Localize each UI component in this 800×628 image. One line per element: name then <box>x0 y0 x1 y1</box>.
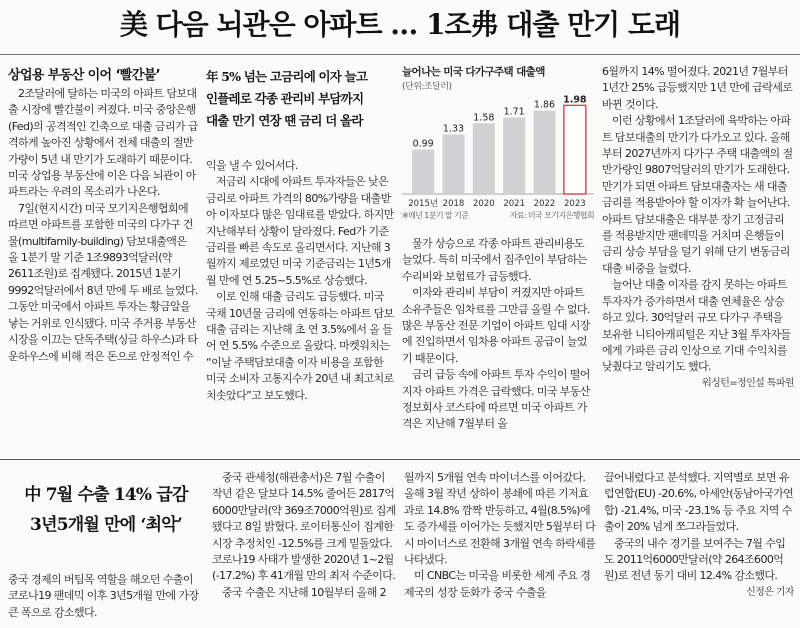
article2-col4-para-1: 끌어내렸다고 분석했다. 지역별로 보면 유럽연합(EU) -20.6%, 아세안(동남아국가연합) -21.4%, 미국 -23.1% 등 주요 지역 수출이 20% 넘게 쪼그라들었다. <box>604 471 794 534</box>
article1-col2-para-1: 익을 낼 수 있어서다. <box>206 159 298 172</box>
article2-col3-para-1: 월까지 5개월 연속 마이너스를 이어갔다. 올해 3월 작년 상하이 봉쇄에 따른 기저효과로 14.8% 깜짝 반등하고, 4월(8.5%)에도 증가세를 이어가는 듯했지만 5월부터 다시 마이너스로 전환해 3개월 연속 하락세를 나타냈다. <box>404 471 596 567</box>
article1-col2-para-2: 저금리 시대에 아파트 투자자들은 낮은 금리로 아파트 가격의 80%가량을 대출받아 이자보다 많은 임대료를 받았다. 하지만 지난해부터 상황이 달라졌다. Fed가 기준금리를 빠른 속도로 올리면서다. 지난해 3월까지 제로였던 미국 기준금리는 1년5개월 만에 연 5.25~5.5%로 상승했다. <box>206 175 394 287</box>
article1-col3-para-2: 이자와 관리비 부담이 커졌지만 아파트 소유주들은 임차료를 그만큼 올릴 수 없다. 많은 부동산 전문 기업이 아파트 임대 시장에 진입하면서 임차용 아파트 공급이 늘었기 때문이다. <box>402 286 590 365</box>
article1-column-1 <box>8 86 198 450</box>
chart-value-label-1: 1.33 <box>442 123 465 135</box>
headline-divider <box>0 54 800 55</box>
article1-column-4 <box>602 64 794 452</box>
article1-byline: 워싱턴=정인설 특파원 <box>702 377 794 389</box>
article1-col3-para-3: 금리 급등 속에 아파트 투자 수익이 떨어지자 아파트 가격은 급락했다. 미국 부동산 정보회사 코스타에 따르면 미국 아파트 가격은 지난해 7월부터 올 <box>402 368 590 431</box>
article2-headline-line-1: 中 7월 수출 14% 급감 <box>24 485 188 505</box>
article-divider <box>0 459 800 460</box>
chart-value-label-3: 1.71 <box>503 106 525 118</box>
article2-column-1 <box>8 572 204 624</box>
article1-pull-quote <box>206 66 394 132</box>
article1-col4-para-1: 6월까지 14% 떨어졌다. 2021년 7월부터 1년간 25% 급등했지만 1년 만에 급락세로 바뀐 것이다. <box>602 65 793 111</box>
chart-value-label-2: 1.58 <box>473 112 495 124</box>
article2-headline <box>8 480 204 540</box>
chart-category-label-4: 2022 <box>533 199 556 209</box>
article2-byline: 신정은 기자 <box>746 586 794 598</box>
chart-bar-2 <box>473 123 495 194</box>
article1-column-3 <box>402 236 594 450</box>
chart-value-label-0: 0.99 <box>412 138 434 150</box>
page-headline: 美 다음 뇌관은 아파트 … 1조弗 대출 만기 도래 <box>119 8 681 41</box>
chart-note: ※매년 1분기 말 기준 <box>402 211 469 220</box>
chart-value-label-5: 1.98 <box>563 94 587 106</box>
article2-col4-para-2: 중국의 내수 경기를 보여주는 7월 수입도 2011억6000만달러(약 264조600억원)로 전년 동기 대비 12.4% 감소했다. <box>604 536 786 583</box>
article2-headline-line-2: 3년5개월 만에 ‘최악’ <box>30 515 182 535</box>
article2-col1-para-1: 중국 경제의 버팀목 역할을 해오던 수출이 코로나19 팬데믹 이후 3년5개월 만에 가장 큰 폭으로 감소했다. <box>8 573 199 619</box>
article1-col1-para-1: 2조달러에 달하는 미국의 아파트 담보대출 시장에 빨간불이 켜졌다. 미국 중앙은행(Fed)의 공격적인 긴축으로 대출 금리가 급격하게 높아진 상황에서 전체 대출의 절반가량이 5년 내 만기가 도래하기 때문이다. 미국 상업용 부동산에 이은 다음 뇌관이 아파트라는 우려의 목소리가 나온다. <box>8 87 198 199</box>
loan-chart <box>402 64 594 224</box>
article1-column-2 <box>206 158 394 452</box>
chart-bar-4 <box>534 111 556 194</box>
chart-bar-5 <box>564 105 586 194</box>
pull-quote-line-2: 인플레로 각종 관리비 부담까지 <box>206 91 364 106</box>
chart-plot <box>402 86 594 210</box>
article1-col4-para-3: 늘어난 대출 이자를 감지 못하는 아파트 투자자가 증가하면서 대출 연체율은 상승하고 있다. 30억달러 규모 다가구 주택을 보유한 니티아캐피털은 지난 3월 투자자들에게 가파른 금리 인상으로 기대 수익치를 낮췄다고 알리기도 했다. <box>602 278 791 374</box>
chart-unit: (단위:조달러) <box>402 82 452 92</box>
article2-column-3 <box>404 470 596 624</box>
article1-col4-para-2: 이런 상황에서 1조달러에 육박하는 아파트 담보대출의 만기가 다가오고 있다. 올해부터 2027년까지 다가구 주택 대출액의 절반가량인 9807억달러의 만기가 도래한다. 만기가 되면 아파트 담보대출자는 새 대출금리를 적용받아야 할 이자가 확 늘어난다. 아파트 담보대출은 대부분 장기 고정금리를 적용받지만 팬데믹을 거치며 은행들이 금리 상승 부담을 덜기 위해 단기 변동금리 대출 비중을 늘렸다. <box>602 114 793 275</box>
article2-col2-para-2: 중국 수출은 지난해 10월부터 올해 2 <box>222 585 387 599</box>
chart-category-label-0: 2015년 <box>408 199 439 209</box>
chart-bar-3 <box>503 117 525 194</box>
article1-col3-para-1: 물가 상승으로 각종 아파트 관리비용도 늘었다. 특히 미국에서 집주인이 부담하는 수리비와 보험료가 급등했다. <box>402 237 587 283</box>
chart-category-label-5: 2023 <box>564 199 586 209</box>
pull-quote-line-3: 대출 만기 연장 땐 금리 더 올라 <box>206 113 363 128</box>
chart-source: 자료: 미국 모기지은행협회 <box>509 211 594 220</box>
chart-value-label-4: 1.86 <box>533 99 556 111</box>
article1-col1-para-2: 7일(현지시간) 미국 모기지은행협회에 따르면 아파트를 포함한 미국의 다가구 건물(multifamily-building) 담보대출액은 올 1분기 말 기준 1조9893억달러(약 2611조원)로 집계됐다. 2015년 1분기 9992억달러에서 8년 만에 두 배로 늘었다. 그동안 미국에서 아파트 투자는 황금알을 낳는 거위로 인식됐다. 미국 주거용 부동산 시장을 이끄는 단독주택(싱글 하우스)과 타운하우스에 비해 적은 돈으로 안정적인 수 <box>8 201 198 363</box>
pull-quote-line-1: 年 5% 넘는 고금리에 이자 늘고 <box>206 69 368 84</box>
chart-category-label-3: 2021 <box>503 199 525 209</box>
article2-col3-para-2: 미 CNBC는 미국을 비롯한 세계 주요 경제국의 성장 둔화가 중국 수출을 <box>404 569 591 599</box>
article1-col2-para-3: 이로 인해 대출 금리도 급등했다. 미국 국채 10년물 금리에 연동하는 아파트 담보대출 금리는 지난해 초 연 3.5%에서 올 들어 연 5.5% 수준으로 올랐다. 마켓워치는 “이날 주택담보대출 이자 비용을 포함한 미국 소비자 고통지수가 20년 내 최고치로 치솟았다”고 보도했다. <box>206 290 394 402</box>
article2-col2-para-1: 중국 관세청(해관총서)은 7월 수출이 작년 같은 달보다 14.5% 줄어든 2817억6000만달러(약 369조7000억원)로 집계됐다고 8일 밝혔다. 로이터통신이 집계한 시장 추정치인 -12.5%를 크게 밑돌았다. 코로나19 사태가 발생한 2020년 1~2월(-17.2%) 후 41개월 만의 최저 수준이다. <box>212 471 396 583</box>
chart-title: 늘어나는 미국 다가구주택 대출액 <box>402 66 545 78</box>
article2-column-4 <box>604 470 794 624</box>
article1-subhead: 상업용 부동산 이어 ‘빨간불’ <box>8 68 160 83</box>
chart-bar-1 <box>443 134 465 194</box>
chart-bar-0 <box>412 150 434 194</box>
chart-category-label-1: 2018 <box>442 199 465 209</box>
chart-category-label-2: 2020 <box>473 199 495 209</box>
article2-column-2 <box>212 470 396 624</box>
